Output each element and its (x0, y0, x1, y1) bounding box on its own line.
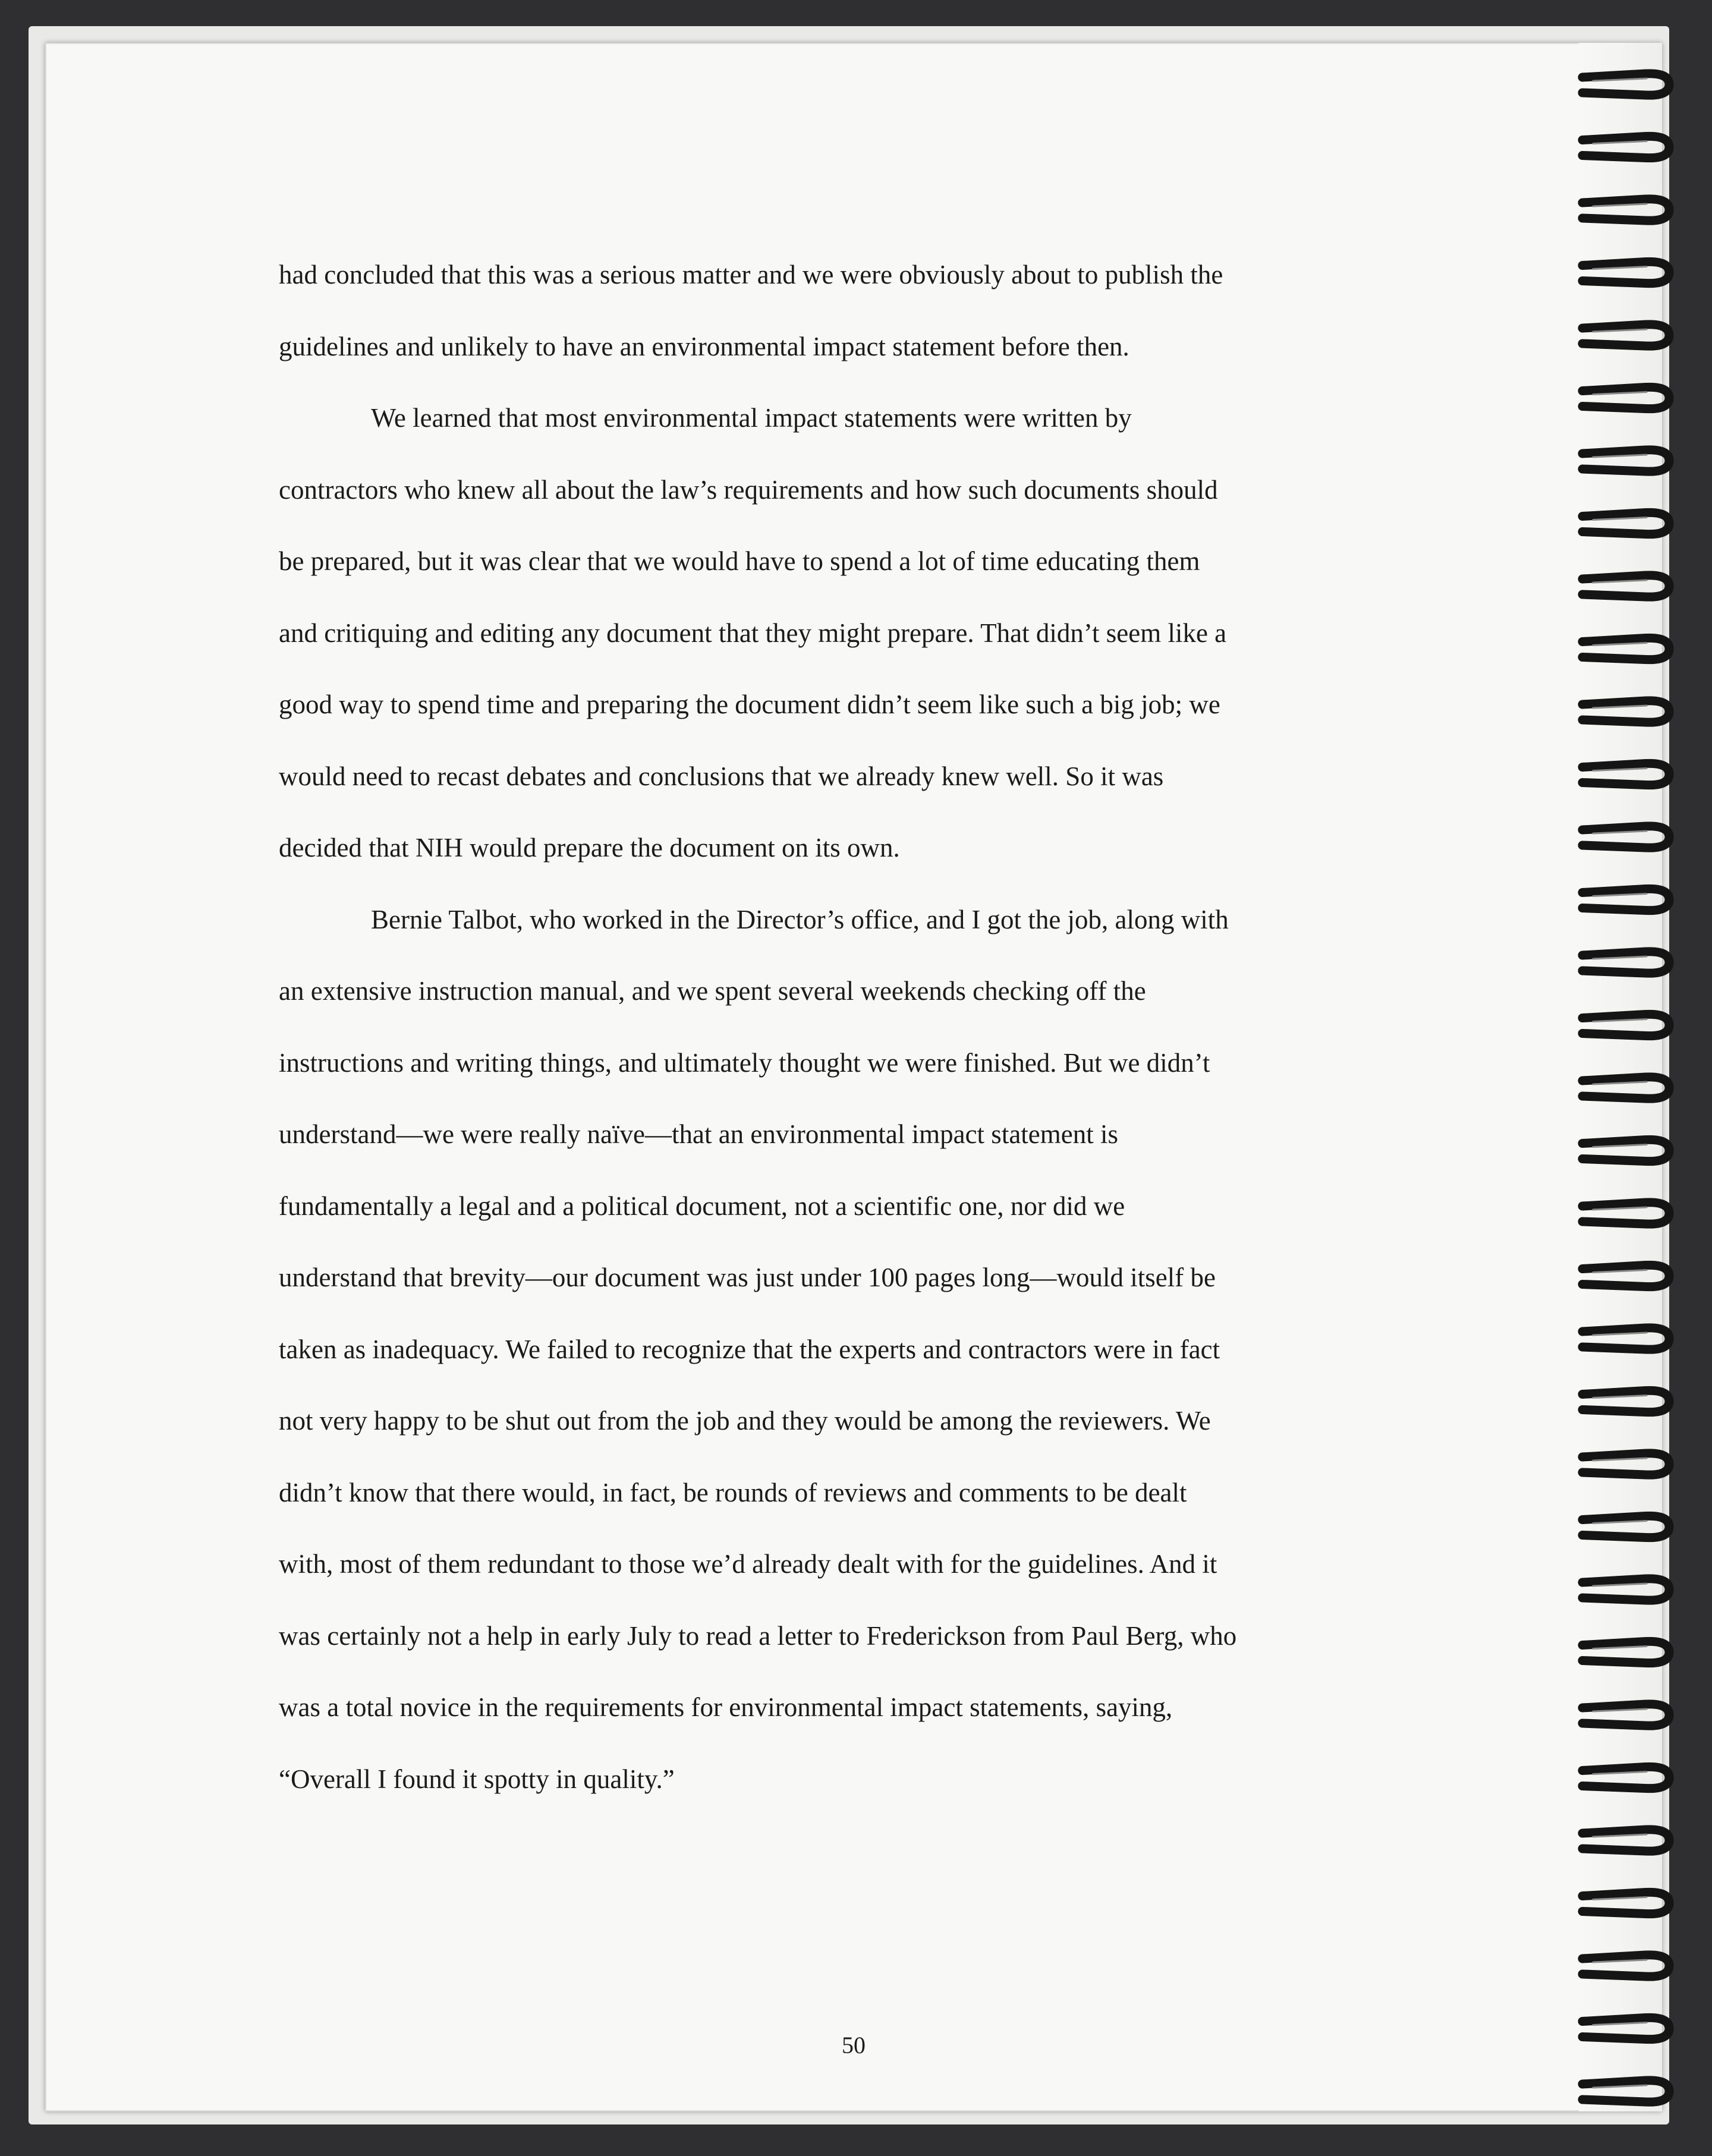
binding-coil (1582, 136, 1669, 158)
spiral-binding (1575, 0, 1712, 2156)
binding-coil (1582, 1328, 1669, 1349)
page-number: 50 (842, 2032, 866, 2059)
binding-coil (1582, 638, 1669, 659)
text-line: good way to spend time and preparing the document didn’t seem like such a big job; we (279, 690, 1220, 719)
text-line: not very happy to be shut out from the job and they would be among the reviewers. We (279, 1406, 1211, 1436)
binding-coil (1582, 262, 1669, 283)
binding-coil (1582, 387, 1669, 408)
text-line: understand that brevity—our document was just under 100 pages long—would itself be (279, 1263, 1216, 1292)
binding-coil (1582, 889, 1669, 910)
binding-coil (1582, 1077, 1669, 1099)
text-line: Bernie Talbot, who worked in the Director’s office, and I got the job, along with (371, 904, 1229, 934)
binding-coil (1582, 763, 1669, 785)
binding-coil (1582, 575, 1669, 597)
text-line: an extensive instruction manual, and we spent several weekends checking off the (279, 976, 1146, 1006)
text-line: had concluded that this was a serious matter and we were obviously about to publish the (279, 260, 1223, 289)
binding-coil (1582, 2017, 1669, 2039)
text-line: was certainly not a help in early July to read a letter to Frederickson from Paul Berg, who (279, 1620, 1237, 1651)
binding-coil (1582, 952, 1669, 973)
text-line: be prepared, but it was clear that we would have to spend a lot of time educating them (279, 546, 1200, 576)
binding-coil (1582, 1892, 1669, 1913)
binding-coil (1582, 1453, 1669, 1475)
text-line: decided that NIH would prepare the document on its own. (279, 833, 900, 863)
text-line: We learned that most environmental impact statements were written by (371, 403, 1132, 433)
text-line: guidelines and unlikely to have an environmental impact statement before then. (279, 331, 1129, 361)
binding-coil (1582, 701, 1669, 722)
text-line: taken as inadequacy. We failed to recognize that the experts and contractors were in fact (279, 1334, 1220, 1364)
document-page (45, 43, 1662, 2111)
binding-coil (1582, 1830, 1669, 1851)
binding-coil (1582, 1579, 1669, 1600)
binding-coil (1582, 1704, 1669, 1726)
text-line: with, most of them redundant to those we’d already dealt with for the guidelines. And it (279, 1549, 1217, 1579)
text-line: was a total novice in the requirements for environmental impact statements, saying, (279, 1692, 1173, 1722)
binding-coil (1582, 1140, 1669, 1161)
binding-coil (1582, 1516, 1669, 1537)
text-line: instructions and writing things, and ultimately thought we were finished. But we didn’t (279, 1047, 1210, 1078)
binding-coil (1582, 1390, 1669, 1412)
binding-coil (1582, 1203, 1669, 1224)
binding-coil (1582, 325, 1669, 346)
binding-coil (1582, 1014, 1669, 1035)
body-text (279, 239, 1474, 1815)
text-line: “Overall I found it spotty in quality.” (279, 1764, 675, 1794)
text-line: didn’t know that there would, in fact, be rounds of reviews and comments to be dealt (279, 1477, 1187, 1507)
text-line: fundamentally a legal and a political document, not a scientific one, nor did we (279, 1191, 1125, 1221)
binding-coil (1582, 826, 1669, 848)
binding-coil (1582, 1641, 1669, 1663)
text-line: would need to recast debates and conclusions that we already knew well. So it was (279, 761, 1164, 791)
binding-coil (1582, 74, 1669, 95)
binding-coil (1582, 2081, 1669, 2102)
text-line: contractors who knew all about the law’s requirements and how such documents should (279, 474, 1218, 505)
binding-coil (1582, 1265, 1669, 1286)
binding-coil (1582, 1955, 1669, 1976)
text-line: and critiquing and editing any document that they might prepare. That didn’t seem like a (279, 618, 1227, 648)
binding-coil (1582, 199, 1669, 221)
text-line: understand—we were really naïve—that an environmental impact statement is (279, 1119, 1119, 1149)
binding-coil (1582, 450, 1669, 471)
binding-coil (1582, 1767, 1669, 1788)
binding-coil (1582, 512, 1669, 534)
